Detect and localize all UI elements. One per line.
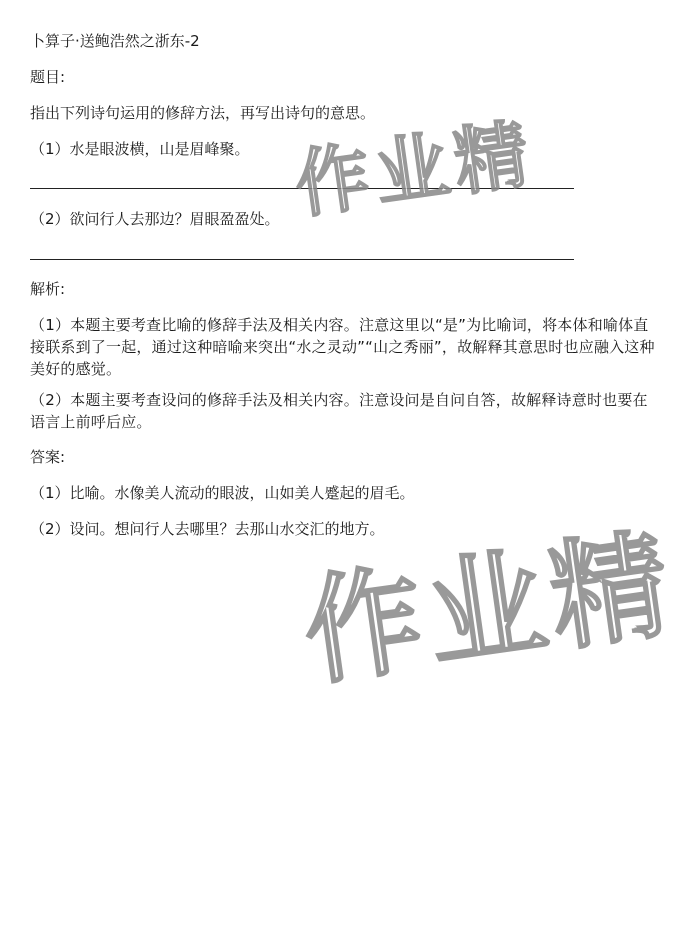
- answer-item-2: （2）设问。想问行人去哪里？去那山水交汇的地方。: [30, 520, 385, 538]
- answer-blank-line-2: [30, 259, 574, 260]
- analysis-paragraph-1: （1）本题主要考查比喻的修辞手法及相关内容。注意这里以“是”为比喻词，将本体和喻体直接联系到了一起，通过这种暗喻来突出“水之灵动”“山之秀丽”，故解释其意思时也应融入这种美好的感觉。: [30, 316, 655, 378]
- question-item-1: （1）水是眼波横，山是眉峰聚。: [30, 140, 250, 158]
- watermark-logo-top: 作业精: [290, 110, 540, 230]
- watermark-logo-bottom: 作业精: [295, 513, 684, 703]
- analysis-paragraph-2: （2）本题主要考查设问的修辞手法及相关内容。注意设问是自问自答，故解释诗意时也要在语言上前呼后应。: [30, 391, 648, 431]
- question-prompt: 指出下列诗句运用的修辞方法，再写出诗句的意思。: [30, 104, 376, 122]
- question-item-2: （2）欲问行人去那边？眉眼盈盈处。: [30, 210, 280, 228]
- answer-heading: 答案:: [30, 448, 66, 466]
- analysis-heading: 解析:: [30, 280, 66, 298]
- question-heading: 题目:: [30, 68, 66, 86]
- answer-blank-line-1: [30, 188, 574, 189]
- answer-item-1: （1）比喻。水像美人流动的眼波，山如美人蹙起的眉毛。: [30, 484, 415, 502]
- document-title: 卜算子·送鲍浩然之浙东-2: [30, 32, 200, 50]
